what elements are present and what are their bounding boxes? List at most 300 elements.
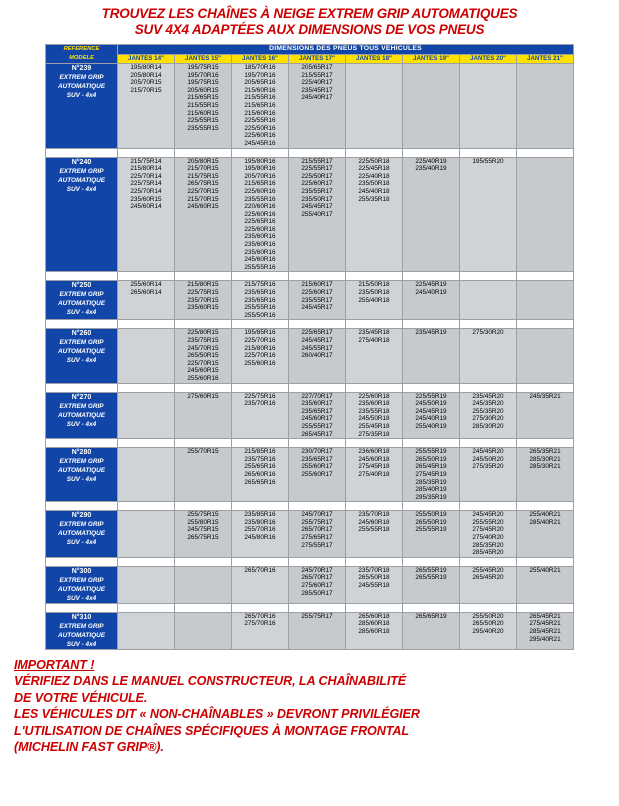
- tire-size: 265/60R18: [358, 612, 390, 620]
- row-separator-cell: [516, 320, 573, 329]
- size-cell: [288, 157, 345, 272]
- tire-size: 235/55R18: [358, 407, 390, 415]
- tire-size: 215/55R17: [301, 157, 333, 165]
- row-separator-cell: [174, 272, 231, 281]
- tire-size: 195/75R15: [187, 64, 219, 71]
- tire-size: 245/60R17: [301, 415, 333, 423]
- tire-size: 235/40R19: [415, 165, 447, 173]
- tire-size: 245/50R19: [415, 400, 447, 408]
- model-ref-sub: AUTOMATIQUE: [57, 348, 105, 356]
- tire-size: 275/35R20: [472, 463, 504, 471]
- row-separator-cell: [345, 148, 402, 157]
- row-separator-cell: [45, 439, 117, 448]
- tire-size: 245/80R16: [244, 534, 276, 542]
- tire-size: 265/50R19: [415, 455, 447, 463]
- tire-size: 215/65R16: [244, 180, 276, 188]
- tire-size: 285/45R20: [472, 549, 504, 557]
- col-header-jantes-19: JANTES 19": [402, 54, 459, 64]
- tire-size: 235/65R16: [244, 296, 276, 304]
- size-cell: [516, 64, 573, 149]
- tire-size: 265/75R15: [187, 180, 219, 188]
- model-ref-sub: EXTREM GRIP: [59, 576, 104, 584]
- tire-size: 255/50R16: [244, 311, 276, 319]
- tire-size: 225/70R15: [187, 187, 219, 195]
- tire-size: 245/55R17: [301, 344, 333, 352]
- table-header-main-row: [45, 45, 573, 55]
- size-cell: [345, 566, 402, 603]
- size-cell: [288, 566, 345, 603]
- row-separator-cell: [231, 603, 288, 612]
- tire-size: 215/65R15: [187, 94, 219, 102]
- tire-size: 265/70R17: [301, 574, 333, 582]
- size-cell: [345, 612, 402, 649]
- tire-size: 225/55R19: [415, 392, 447, 400]
- size-cell: [231, 281, 288, 320]
- size-cell: [459, 64, 516, 149]
- tire-size: 285/30R21: [529, 455, 561, 463]
- tire-size: 275/60R15: [187, 392, 219, 400]
- model-ref-sub: EXTREM GRIP: [59, 74, 104, 81]
- model-ref-sub: AUTOMATIQUE: [57, 631, 105, 639]
- size-cell: [288, 281, 345, 320]
- tire-size: 225/70R14: [130, 187, 162, 195]
- size-cell: [459, 448, 516, 502]
- row-separator-cell: [174, 439, 231, 448]
- tire-size: 225/60R17: [301, 289, 333, 297]
- size-cell: [402, 511, 459, 558]
- table-row: [45, 329, 573, 383]
- model-ref-sub: SUV - 4x4: [66, 640, 97, 648]
- size-cell: [231, 448, 288, 502]
- page-title-line1: TROUVEZ LES CHAÎNES À NEIGE EXTREM GRIP AUTOMATIQUES: [101, 6, 518, 21]
- tire-size: 255/80R15: [187, 518, 219, 526]
- tire-size: 227/70R17: [301, 392, 333, 400]
- size-cell: [459, 329, 516, 383]
- tire-size: 235/65R16: [244, 289, 276, 297]
- model-ref-sub: EXTREM GRIP: [59, 339, 104, 347]
- tire-size: 255/55R16: [244, 263, 276, 271]
- tire-size: 295/40R21: [529, 635, 561, 643]
- row-separator: [45, 272, 573, 281]
- row-separator: [45, 557, 573, 566]
- tire-size: 235/45R18: [358, 329, 390, 337]
- row-separator: [45, 383, 573, 392]
- tire-size: 235/45R20: [472, 392, 504, 400]
- size-cell: [345, 511, 402, 558]
- tire-size: 245/70R17: [301, 566, 333, 574]
- tire-size: 245/60R18: [358, 455, 390, 463]
- col-header-jantes-14: JANTES 14": [117, 54, 174, 64]
- row-separator-cell: [459, 383, 516, 392]
- tire-size: 245/45R16: [244, 139, 276, 147]
- tire-size: 255/75R15: [187, 511, 219, 519]
- tire-size: 235/70R15: [187, 296, 219, 304]
- model-ref-number: N°270: [71, 393, 92, 401]
- row-separator-cell: [402, 148, 459, 157]
- model-ref-sub: SUV - 4x4: [66, 185, 97, 193]
- tire-size: 285/45R21: [529, 628, 561, 636]
- model-ref-number: N°280: [71, 449, 92, 457]
- tire-size: 285/35R19: [415, 478, 447, 486]
- tire-size: 255/60R17: [301, 470, 333, 478]
- size-cell: [174, 157, 231, 272]
- row-separator-cell: [402, 272, 459, 281]
- size-cell: [231, 392, 288, 439]
- tire-size: 255/40R18: [358, 296, 390, 304]
- footer-line-5: (MICHELIN FAST GRIP®).: [14, 740, 164, 755]
- row-separator-cell: [174, 320, 231, 329]
- col-header-jantes-21: JANTES 21": [516, 54, 573, 64]
- model-ref-cell: [45, 64, 117, 149]
- model-ref-sub: AUTOMATIQUE: [57, 585, 105, 593]
- tire-size: 235/60R18: [358, 400, 390, 408]
- tire-size: 215/75R16: [244, 281, 276, 289]
- tire-size: 285/40R19: [415, 486, 447, 494]
- size-cell: [459, 612, 516, 649]
- tire-size: 205/80R14: [130, 71, 162, 79]
- row-separator-cell: [459, 439, 516, 448]
- row-separator-cell: [288, 502, 345, 511]
- tire-size: 275/70R16: [244, 620, 276, 628]
- tire-size: 225/70R14: [130, 172, 162, 180]
- tire-size: 275/40R20: [472, 534, 504, 542]
- row-separator-cell: [345, 502, 402, 511]
- model-ref-sub: SUV - 4x4: [66, 420, 97, 428]
- tire-size: 285/60R18: [358, 628, 390, 636]
- col-header-jantes-15: JANTES 15": [174, 54, 231, 64]
- model-ref-number: N°240: [71, 158, 92, 166]
- tire-size: 245/35R20: [472, 400, 504, 408]
- row-separator-cell: [45, 557, 117, 566]
- size-cell: [231, 157, 288, 272]
- tire-size: 235/60R17: [301, 400, 333, 408]
- tire-size: 215/70R15: [187, 195, 219, 203]
- tire-size: 265/45R21: [529, 612, 561, 620]
- size-cell: [174, 281, 231, 320]
- tire-size: 265/50R19: [415, 518, 447, 526]
- row-separator-cell: [459, 272, 516, 281]
- tire-size: 255/40R17: [301, 210, 333, 218]
- size-cell: [231, 329, 288, 383]
- tire-size: 285/30R21: [529, 463, 561, 471]
- size-cell: [402, 392, 459, 439]
- tire-size: 235/70R16: [244, 400, 276, 408]
- row-separator-cell: [231, 148, 288, 157]
- tire-size: 205/65R17: [301, 64, 333, 71]
- size-cell: [516, 157, 573, 272]
- col-header-jantes-17: JANTES 17": [288, 54, 345, 64]
- tire-size: 215/55R17: [301, 71, 333, 79]
- row-separator-cell: [288, 439, 345, 448]
- tire-size: 235/55R17: [301, 296, 333, 304]
- size-cell: [402, 329, 459, 383]
- model-ref-sub: SUV - 4x4: [66, 92, 97, 99]
- model-ref-cell: [45, 329, 117, 383]
- size-cell: [516, 612, 573, 649]
- page-root: [0, 6, 619, 806]
- ref-header-line1: REFERENCE: [63, 46, 100, 52]
- tire-size: 195/80R16: [244, 165, 276, 173]
- tire-size: 225/45R18: [358, 165, 390, 173]
- footer-line-1: VÉRIFIEZ DANS LE MANUEL CONSTRUCTEUR, LA CHAÎNABILITÉ: [14, 674, 407, 689]
- row-separator-cell: [345, 320, 402, 329]
- footer-line-4: L'UTILISATION DE CHAÎNES SPÉCIFIQUES À MONTAGE FRONTAL: [14, 723, 409, 738]
- row-separator-cell: [45, 272, 117, 281]
- table-row: [45, 281, 573, 320]
- model-ref-cell: [45, 612, 117, 649]
- table-row: [45, 448, 573, 502]
- size-cell: [231, 566, 288, 603]
- tire-size: 235/60R15: [187, 304, 219, 312]
- row-separator-cell: [402, 320, 459, 329]
- row-separator-cell: [174, 557, 231, 566]
- model-ref-sub: AUTOMATIQUE: [57, 300, 105, 308]
- tire-size: 195/75R15: [187, 79, 219, 87]
- tire-size: 235/80R16: [244, 518, 276, 526]
- row-separator-cell: [459, 320, 516, 329]
- tire-size: 215/80R16: [244, 344, 276, 352]
- row-separator-cell: [288, 603, 345, 612]
- tire-size: 265/65R16: [244, 478, 276, 486]
- row-separator-cell: [45, 148, 117, 157]
- tire-size: 185/70R16: [244, 64, 276, 71]
- size-cell: [288, 392, 345, 439]
- page-title: [8, 6, 611, 38]
- tire-size: 265/50R20: [472, 620, 504, 628]
- tire-size: 245/40R19: [415, 415, 447, 423]
- model-ref-number: N°260: [71, 330, 92, 338]
- row-separator-cell: [45, 320, 117, 329]
- size-cell: [174, 64, 231, 149]
- row-separator-cell: [516, 439, 573, 448]
- size-cell: [516, 281, 573, 320]
- size-cell: [402, 64, 459, 149]
- row-separator: [45, 439, 573, 448]
- model-ref-sub: EXTREM GRIP: [59, 167, 104, 175]
- row-separator-cell: [345, 272, 402, 281]
- model-ref-cell: [45, 448, 117, 502]
- model-ref-sub: SUV - 4x4: [66, 476, 97, 484]
- tire-size: 225/50R16: [244, 124, 276, 132]
- tire-size: 195/80R14: [130, 64, 162, 71]
- tire-size: 215/80R15: [187, 281, 219, 289]
- size-cell: [516, 511, 573, 558]
- tire-size: 225/80R15: [187, 329, 219, 337]
- tire-size: 255/50R19: [415, 511, 447, 519]
- tire-size: 235/55R15: [187, 124, 219, 132]
- tire-size: 225/40R19: [415, 157, 447, 165]
- tire-size: 295/40R20: [472, 628, 504, 636]
- tire-size: 225/60R17: [301, 180, 333, 188]
- tire-size: 265/60R16: [244, 470, 276, 478]
- tire-size: 255/55R19: [415, 526, 447, 534]
- row-separator-cell: [117, 439, 174, 448]
- tire-size: 245/45R19: [415, 407, 447, 415]
- tire-size: 215/70R15: [130, 86, 162, 94]
- model-ref-cell: [45, 566, 117, 603]
- model-ref-sub: EXTREM GRIP: [59, 521, 104, 529]
- row-separator-cell: [459, 603, 516, 612]
- size-cell: [288, 329, 345, 383]
- tire-size: 255/60R14: [130, 281, 162, 289]
- row-separator: [45, 502, 573, 511]
- tire-size: 195/70R16: [244, 71, 276, 79]
- tire-size: 255/75R17: [301, 612, 333, 620]
- row-separator-cell: [117, 603, 174, 612]
- tire-size: 245/60R16: [244, 256, 276, 264]
- row-separator-cell: [345, 603, 402, 612]
- col-header-jantes-20: JANTES 20": [459, 54, 516, 64]
- tire-size: 285/30R20: [472, 422, 504, 430]
- row-separator-cell: [345, 439, 402, 448]
- tire-size: 255/40R21: [529, 511, 561, 519]
- size-cell: [288, 612, 345, 649]
- tire-size: 265/45R20: [472, 574, 504, 582]
- tire-size: 275/45R18: [358, 463, 390, 471]
- row-separator-cell: [402, 502, 459, 511]
- tire-size: 265/70R16: [244, 566, 276, 574]
- tire-size: 235/50R18: [358, 180, 390, 188]
- tire-size: 220/60R16: [244, 203, 276, 211]
- tire-size: 215/65R16: [244, 101, 276, 109]
- size-cell: [459, 566, 516, 603]
- size-cell: [174, 392, 231, 439]
- size-cell: [345, 448, 402, 502]
- model-ref-number: N°290: [71, 512, 92, 520]
- tire-size: 235/45R17: [301, 86, 333, 94]
- tire-size: 285/35R20: [472, 541, 504, 549]
- tire-size: 225/40R18: [358, 172, 390, 180]
- tire-size: 265/60R14: [130, 289, 162, 297]
- tire-size: 215/60R16: [244, 109, 276, 117]
- tire-size: 225/65R16: [244, 218, 276, 226]
- table-row: [45, 566, 573, 603]
- size-cell: [459, 511, 516, 558]
- tire-size: 245/45R17: [301, 337, 333, 344]
- tire-size: 255/50R20: [472, 612, 504, 620]
- tire-size: 235/75R15: [187, 337, 219, 344]
- tire-size: 215/80R14: [130, 165, 162, 173]
- tire-size: 255/60R16: [244, 359, 276, 367]
- size-cell: [117, 511, 174, 558]
- tire-size: 235/70R18: [358, 566, 390, 574]
- table-main-header: DIMENSIONS DES PNEUS TOUS VEHICULES: [117, 45, 573, 55]
- row-separator-cell: [516, 502, 573, 511]
- size-cell: [402, 448, 459, 502]
- model-ref-number: N°239: [71, 65, 92, 72]
- tire-size: 275/65R17: [301, 534, 333, 542]
- row-separator-cell: [516, 272, 573, 281]
- tire-size: 255/55R17: [301, 422, 333, 430]
- tire-size: 225/50R17: [301, 172, 333, 180]
- tire-size: 235/70R18: [358, 511, 390, 519]
- model-ref-sub: EXTREM GRIP: [59, 402, 104, 410]
- tire-size: 295/35R19: [415, 493, 447, 501]
- tire-size: 255/60R17: [301, 463, 333, 471]
- row-separator-cell: [402, 439, 459, 448]
- tire-size: 245/70R17: [301, 511, 333, 519]
- tire-size: 255/75R17: [301, 518, 333, 526]
- size-cell: [345, 157, 402, 272]
- model-ref-sub: EXTREM GRIP: [59, 291, 104, 299]
- tire-size: 215/60R17: [301, 281, 333, 289]
- table-row: [45, 511, 573, 558]
- size-cell: [231, 64, 288, 149]
- size-cell: [516, 448, 573, 502]
- tire-size: 236/60R18: [358, 448, 390, 456]
- tire-size: 225/75R15: [187, 289, 219, 297]
- row-separator-cell: [345, 557, 402, 566]
- size-cell: [117, 64, 174, 149]
- tire-size: 215/60R16: [244, 86, 276, 94]
- row-separator-cell: [345, 383, 402, 392]
- tire-size: 255/55R20: [472, 518, 504, 526]
- tire-size: 235/60R16: [244, 248, 276, 256]
- row-separator-cell: [459, 557, 516, 566]
- tire-size: 235/85R16: [244, 511, 276, 519]
- row-separator: [45, 603, 573, 612]
- model-ref-sub: AUTOMATIQUE: [57, 467, 105, 475]
- tire-size: 265/50R15: [187, 352, 219, 360]
- tire-size: 285/60R18: [358, 620, 390, 628]
- tire-size: 245/45R20: [472, 511, 504, 519]
- size-cell: [117, 566, 174, 603]
- tire-size: 265/65R19: [415, 612, 447, 620]
- tire-size: 225/40R17: [301, 79, 333, 87]
- row-separator-cell: [459, 148, 516, 157]
- row-separator-cell: [402, 557, 459, 566]
- tire-size: 225/70R16: [244, 352, 276, 360]
- tire-size: 265/70R17: [301, 526, 333, 534]
- model-ref-number: N°300: [71, 567, 92, 575]
- tire-size: 255/35R18: [358, 195, 390, 203]
- table-header-sub-row: [45, 54, 573, 64]
- tire-size: 235/50R17: [301, 195, 333, 203]
- tire-size: 255/55R18: [358, 526, 390, 534]
- row-separator-cell: [117, 502, 174, 511]
- footer-note: [14, 657, 611, 756]
- row-separator-cell: [231, 320, 288, 329]
- tire-size: 265/50R18: [358, 574, 390, 582]
- tire-size: 255/70R16: [244, 526, 276, 534]
- tire-size: 245/45R17: [301, 304, 333, 312]
- model-ref-sub: SUV - 4x4: [66, 309, 97, 317]
- tire-size: 215/75R14: [130, 157, 162, 165]
- tire-size: 265/45R19: [415, 463, 447, 471]
- row-separator-cell: [45, 502, 117, 511]
- tire-size: 225/55R15: [187, 117, 219, 125]
- model-ref-sub: EXTREM GRIP: [59, 458, 104, 466]
- footer-important: IMPORTANT !: [14, 657, 95, 672]
- tire-size: 275/55R17: [301, 541, 333, 549]
- col-header-jantes-16: JANTES 16": [231, 54, 288, 64]
- tire-size: 195/85R16: [244, 329, 276, 337]
- tire-size: 275/45R20: [472, 526, 504, 534]
- table-body: [45, 64, 573, 650]
- table-row: [45, 64, 573, 149]
- tire-size: 255/40R19: [415, 422, 447, 430]
- tire-size: 215/70R15: [187, 165, 219, 173]
- size-cell: [402, 157, 459, 272]
- tire-size: 255/45R18: [358, 422, 390, 430]
- tire-size: 255/55R19: [415, 448, 447, 456]
- tire-size: 225/65R17: [301, 329, 333, 337]
- tire-size: 245/40R17: [301, 94, 333, 102]
- size-cell: [174, 329, 231, 383]
- tire-size: 245/35R21: [529, 392, 561, 400]
- tire-size: 265/75R15: [187, 534, 219, 542]
- tire-size: 225/60R16: [244, 210, 276, 218]
